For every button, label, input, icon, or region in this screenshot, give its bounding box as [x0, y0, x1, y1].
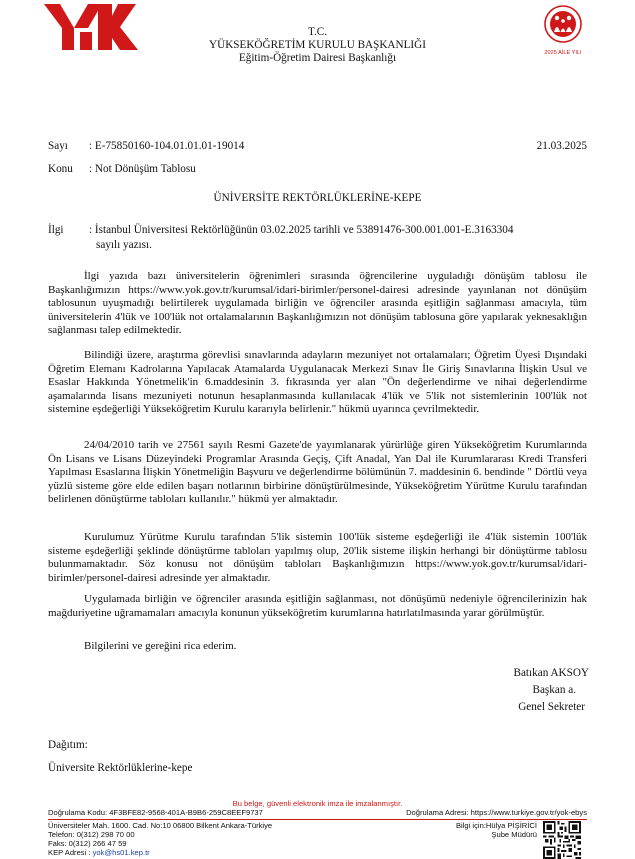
distribution-label: Dağıtım: [48, 739, 88, 751]
paragraph-text: Kurulumuz Yürütme Kurulu tarafından 5'lik sistemin 100'lük sisteme eşdeğerliği ile 4'lük sistemin 100'lük sisteme eşdeğerliği şeklinde dönüştürme tabloları yapılmış olup, 20'lik sisteme ilişkin herhangi bir dönüştürme tablosu bulunmamaktadır. Söz konusu not dönüşüm tabloları Başkanlığımızın https://www.yok.gov.tr/kurumsal/idari-birimler/personel-dairesi adresinde yer almaktadır. [48, 531, 587, 584]
footer-divider [48, 819, 587, 820]
body-paragraph-1 [48, 270, 587, 338]
qr-code-icon [543, 821, 581, 859]
contact-person: Bilgi için:Hülya PİŞİRİCİ [455, 821, 537, 830]
kep-address-link[interactable]: yok@hs01.kep.tr [92, 848, 150, 857]
addressee: ÜNİVERSİTE REKTÖRLÜKLERİNE-KEPE [213, 192, 422, 204]
signer-title-1: Başkan a. [532, 684, 576, 696]
header-institution: YÜKSEKÖĞRETİM KURULU BAŞKANLIĞI [209, 39, 426, 51]
paragraph-text: İlgi yazıda bazı üniversitelerin öğrenimleri sırasında öğrencilerine uyguladığı dönüşüm tablosu ile Başkanlığımızın https://www.yok.gov.tr/kurumsal/idari-birimler/personel-dairesi adresinde yayınlanan not dönüşüm tablosunun uyuşmadığı belirtilerek uygulamada birliğin ve öğrenciler arasında eşitliğin sağlanması amacıyla, tüm üniversitelerin 4'lük ve 100'lük not ortalamalarının Başkanlığımızın not dönüşüm tablosuna göre yapılarak yeknesaklığın sağlanması talep edilmektedir. [48, 270, 587, 337]
sayi-label: Sayı [48, 140, 68, 152]
distribution-value: Üniversite Rektörlüklerine-kepe [48, 762, 193, 774]
ilgi-line2: sayılı yazısı. [96, 239, 152, 251]
body-paragraph-4 [48, 531, 587, 585]
family-year-emblem-icon [535, 4, 591, 44]
verification-address: Doğrulama Adresi: https://www.turkiye.gov.tr/yok-ebys [406, 808, 587, 817]
konu-label: Konu [48, 163, 73, 175]
paragraph-text: Bilgilerini ve gereğini rica ederim. [84, 640, 237, 652]
konu-value: : Not Dönüşüm Tablosu [89, 163, 196, 175]
institution-fax: Faks: 0(312) 266 47 59 [48, 839, 127, 848]
body-paragraph-6 [48, 640, 587, 654]
paragraph-text: Uygulamada birliğin ve öğrenciler arasında eşitliğin sağlanması, not dönüşümü nedeniyle öğrencilerinizin hak mağduriyetine uğramamaları amacıyla konunun yükseköğretim kurumlarına hatırlatılmasında yarar görülmüştür. [48, 593, 587, 619]
kep-address-label: KEP Adresi : [48, 848, 93, 857]
document-date: 21.03.2025 [536, 140, 587, 152]
ilgi-label: İlgi [48, 224, 64, 236]
institution-phone: Telefon: 0(312) 298 70 00 [48, 830, 135, 839]
e-signature-note: Bu belge, güvenli elektronik imza ile imzalanmıştır. [232, 799, 403, 808]
body-paragraph-3 [48, 439, 587, 507]
signer-title-2: Genel Sekreter [518, 701, 585, 713]
body-paragraph-5 [48, 593, 587, 620]
family-year-label: 2025 AİLE YILI [544, 50, 582, 56]
header-department: Eğitim-Öğretim Dairesi Başkanlığı [238, 52, 397, 64]
sayi-value: : E-75850160-104.01.01.01-19014 [89, 140, 245, 152]
kep-address [48, 849, 150, 858]
contact-title: Şube Müdürü [491, 830, 537, 839]
verification-code: Doğrulama Kodu: 4F3BFE82-9568-401A-B9B6-259C8EEF9737 [48, 808, 263, 817]
signer-name: Batıkan AKSOY [513, 667, 589, 679]
body-paragraph-2 [48, 349, 587, 417]
paragraph-text: Bilindiği üzere, araştırma görevlisi sınavlarında adayların mezuniyet not ortalamaları; Öğretim Üyesi Dışındaki Öğretim Elemanı Kadrolarına Yapılacak Atamalarda Uygulanacak Merkezi Sınav İle Giriş Sınavlarına İlişkin Usul ve Esaslar Hakkında Yönetmelik'in 6.maddesinin 3. fıkrasında yer alan "Ön değerlendirme ve nihai değerlendirme aşamalarında lisans mezuniyeti notunun hesaplanmasında kullanılacak 4'lük ve 5'lik not sistemlerinin 100'lük not sistemine eşdeğerliği Yükseköğretim Kurulu kararıyla belirlenir." hükmü uyarınca çevrilmektedir. [48, 349, 587, 416]
institution-address: Üniversiteler Mah. 1600. Cad. No:10 06800 Bilkent Ankara-Türkiye [48, 821, 273, 830]
ilgi-line1: : İstanbul Üniversitesi Rektörlüğünün 03.02.2025 tarihli ve 53891476-300.001.001-E.3163304 [89, 224, 514, 236]
paragraph-text: 24/04/2010 tarih ve 27561 sayılı Resmi Gazete'de yayımlanarak yürürlüğe giren Yükseköğretim Kurumlarında Ön Lisans ve Lisans Düzeyindeki Programlar Arasında Geçiş, Çift Anadal, Yan Dal ile Kurumlararası Kredi Transferi Yapılması Esaslarına İlişkin Yönetmeliğin Başvuru ve değerlendirme bölümünün 7. maddesinin 6. bendinde " Dörtlü veya yüzlü sisteme göre elde edilen başarı notlarının birbirine dönüştürülmesinde, Yükseköğretim Yürütme Kurulu tarafından belirlenen dönüştürme tabloları kullanılır." hükmü yer almaktadır. [48, 439, 587, 506]
header-tc: T.C. [307, 26, 328, 38]
